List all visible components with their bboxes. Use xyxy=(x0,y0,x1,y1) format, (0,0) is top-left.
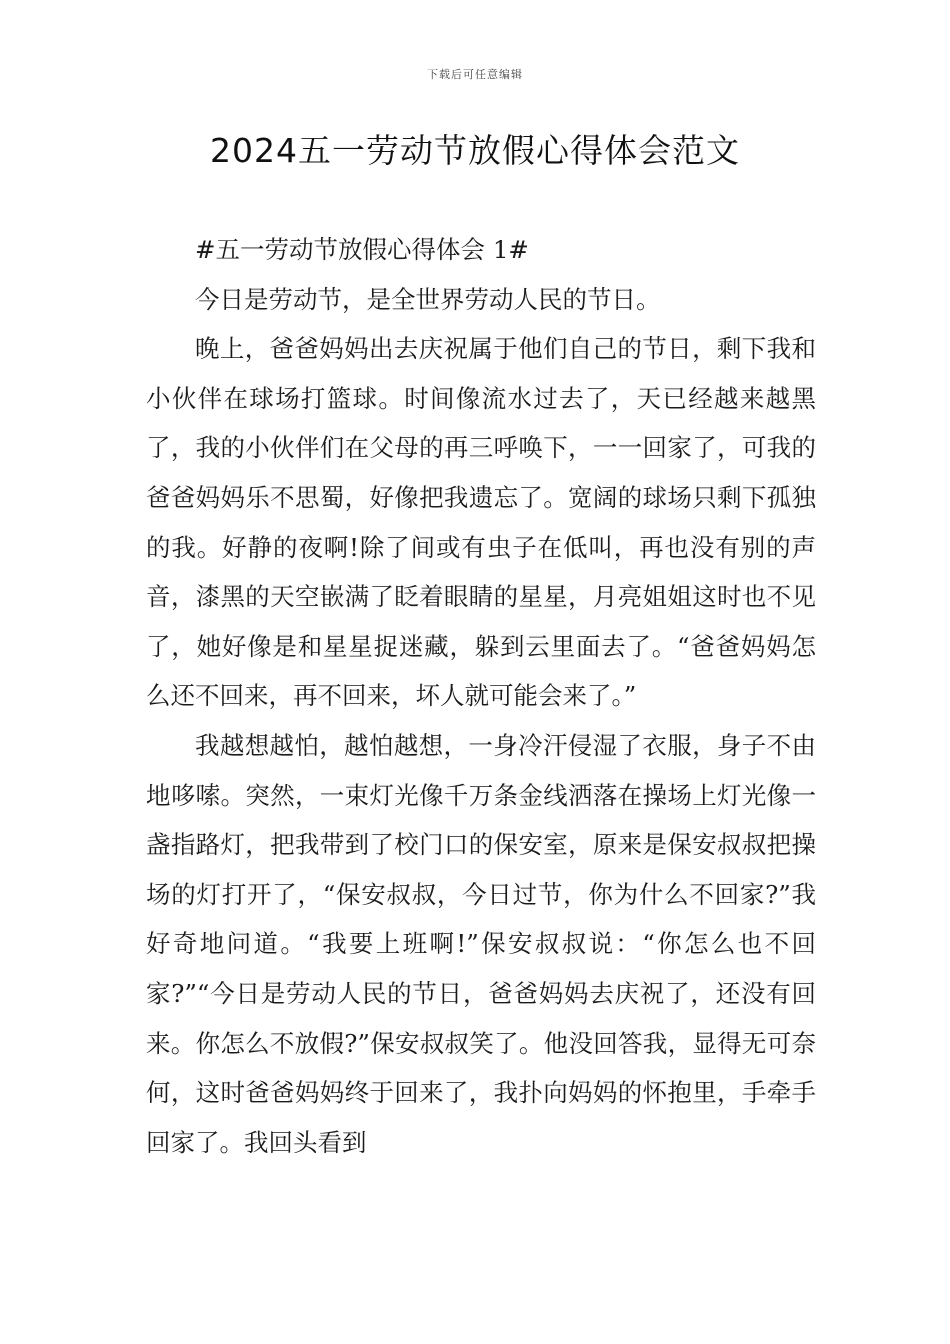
document-title: 2024五一劳动节放假心得体会范文 xyxy=(210,131,740,170)
header-note: 下载后可任意编辑 xyxy=(427,68,523,81)
paragraph: 今日是劳动节，是全世界劳动人民的节日。 xyxy=(195,284,661,314)
document-body xyxy=(146,225,816,1167)
paragraph: 我越想越怕，越怕越想，一身冷汗侵湿了衣服，身子不由地哆嗦。突然，一束灯光像千万条金线洒落在操场上灯光像一盏指路灯，把我带到了校门口的保安室，原来是保安叔叔把操场的灯打开了，“保安叔叔，今日过节，你为什么不回家?”我好奇地问道。“我要上班啊!”保安叔叔说：“你怎么也不回家?”“今日是劳动人民的节日，爸爸妈妈去庆祝了，还没有回来。你怎么不放假?”保安叔叔笑了。他没回答我，显得无可奈何，这时爸爸妈妈终于回来了，我扑向妈妈的怀抱里，手牵手回家了。我回头看到 xyxy=(146,730,816,1157)
section-heading: #五一劳动节放假心得体会 1# xyxy=(195,235,529,264)
paragraph: 晚上，爸爸妈妈出去庆祝属于他们自己的节日，剩下我和小伙伴在球场打篮球。时间像流水过去了，天已经越来越黑了，我的小伙伴们在父母的再三呼唤下，一一回家了，可我的爸爸妈妈乐不思蜀，好像把我遗忘了。宽阔的球场只剩下孤独的我。好静的夜啊!除了间或有虫子在低叫，再也没有别的声音，漆黑的天空嵌满了眨着眼睛的星星，月亮姐姐这时也不见了，她好像是和星星捉迷藏，躲到云里面去了。“爸爸妈妈怎么还不回来，再不回来，坏人就可能会来了。” xyxy=(146,334,816,711)
